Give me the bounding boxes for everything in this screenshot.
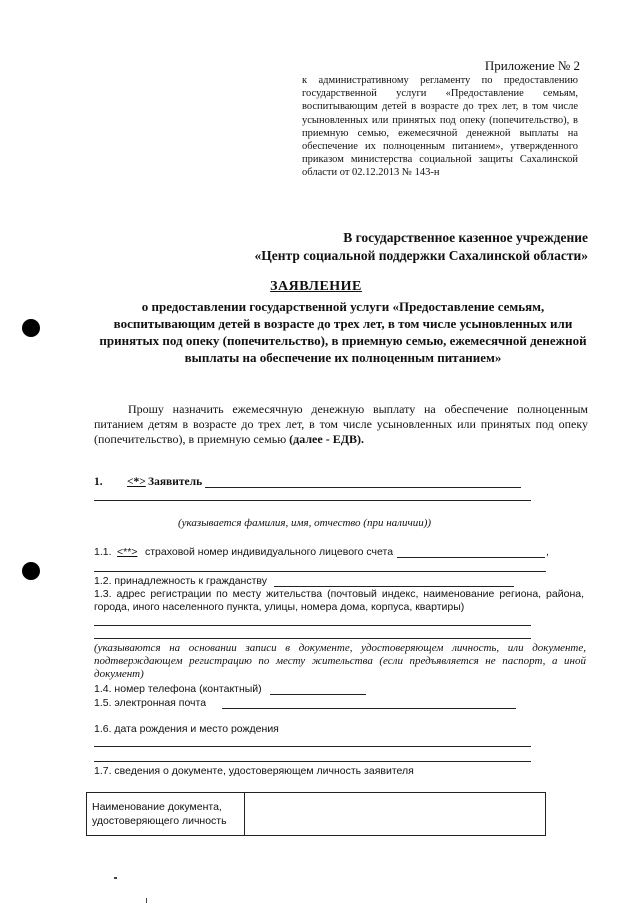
addressee-line-1: В государственное казенное учреждение [343,230,588,245]
identity-document-label: Наименование документа, удостоверяющего личность [87,793,245,836]
email-input-line[interactable] [222,708,516,709]
scan-speck [146,898,147,903]
snils-extra-line[interactable] [94,571,546,572]
item-1-1-label: страховой номер индивидуального лицевого счета [145,546,394,558]
item-1-4-label: 1.4. номер телефона (контактный) [94,683,262,695]
request-text: Прошу назначить ежемесячную денежную выплату на обеспечение полноценным питанием детям в возрасте до трех лет, в том числе усыновленных или принятых под опеку (попечительство), в приемную семью [94,402,588,446]
item-1-number: 1. [94,476,103,488]
birth-input-line-1[interactable] [94,746,531,747]
birth-input-line-2[interactable] [94,761,531,762]
appendix-reference: к административному регламенту по предоставлению государственной услуги «Предоставление семьям, воспитывающим детей в возрасте до трех лет, в том числе усыновленных или принятых под опеку (попечительство), в приемную семью, ежемесячной денежной выплаты на обеспечение их полноценным питанием», утвержденного приказом министерства социальной защиты Сахалинской области от 02.12.2013 № 143-н [302,75,578,179]
address-line-2[interactable] [94,638,531,639]
table-row [87,793,546,836]
document-subtitle: о предоставлении государственной услуги «Предоставление семьям, воспитывающим детей в возрасте до трех лет, в том числе усыновленных или принятых под опеку (попечительство), в приемную семью, ежемесячной денежной выплаты на обеспечение их полноценным питанием» [99,299,587,365]
item-1-marker: <*> [127,476,146,488]
binder-hole-bottom [22,562,40,580]
address-line-1[interactable] [94,625,531,626]
item-1-5-label: 1.5. электронная почта [94,697,207,709]
addressee-line-2: «Центр социальной поддержки Сахалинской области» [254,248,588,263]
document-title: ЗАЯВЛЕНИЕ [270,279,362,294]
item-1-1-comma: , [546,546,549,558]
request-paragraph [94,402,588,447]
request-abbreviation: (далее - ЕДВ). [289,432,364,446]
identity-document-table [86,792,546,836]
phone-input-line[interactable] [270,694,366,695]
appendix-title: Приложение № 2 [484,58,580,73]
item-1-3-label: 1.3. адрес регистрации по месту жительства (почтовый индекс, наименование региона, района, города, иного населенного пункта, улицы, номера дома, корпуса, квартиры) [94,588,584,613]
applicant-name-line-2[interactable] [94,500,531,501]
item-1-1-prefix: 1.1. [94,546,112,558]
binder-hole-top [22,319,40,337]
snils-input-line[interactable] [397,557,545,558]
applicant-name-line-1[interactable] [205,487,521,488]
applicant-name-note: (указывается фамилия, имя, отчество (при наличии)) [178,517,432,529]
item-1-7-label: 1.7. сведения о документе, удостоверяющем личность заявителя [94,765,414,777]
item-1-label: Заявитель [148,476,203,488]
scan-speck [114,877,117,879]
identity-document-value-cell[interactable] [245,793,546,836]
item-1-2-label: 1.2. принадлежность к гражданству [94,575,268,587]
address-note: (указываются на основании записи в документе, удостоверяющем личность, или документе, подтверждающем регистрацию по месту жительства (если предъявляется не паспорт, а иной документ) [94,642,586,680]
citizenship-input-line[interactable] [274,586,514,587]
item-1-6-label: 1.6. дата рождения и место рождения [94,723,279,735]
item-1-1-marker: <**> [117,546,138,558]
